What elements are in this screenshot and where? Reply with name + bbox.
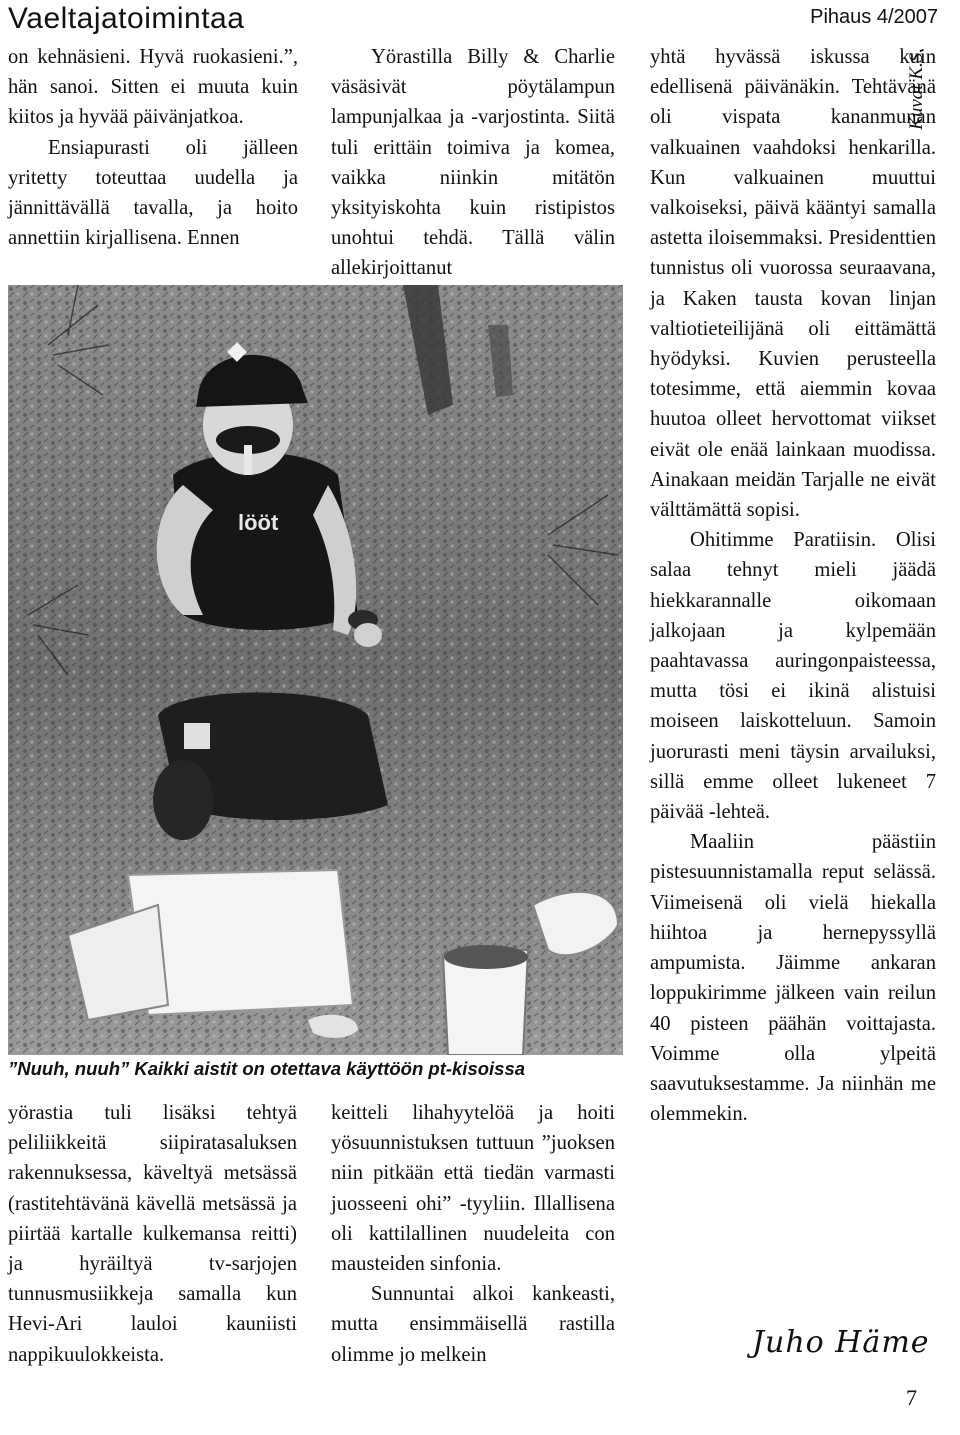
text-column-3 bbox=[650, 42, 936, 1129]
paragraph: on kehnäsieni. Hyvä ruokasieni.”, hän sanoi. Sitten ei muuta kuin kiitos ja hyvää päivänjatkoa. bbox=[8, 46, 298, 129]
paragraph: Sunnuntai alkoi kankeasti, mutta ensimmäisellä rastilla olimme jo melkein bbox=[331, 1283, 615, 1366]
section-title: Vaeltajatoimintaa bbox=[8, 2, 245, 35]
paragraph: yörastia tuli lisäksi tehtyä peliliikkeitä siipiratasaluksen rakennuksessa, käveltyä metsässä (rastitehtävänä kävellä metsässä ja piirtää kartalle kulkemansa reitti) ja hyräiltyä tv-sarjojen tunnusmusiikkeja samalla kun Hevi-Ari lauloi kauniisti nappikuulokkeista. bbox=[8, 1102, 297, 1366]
text-column-4 bbox=[8, 1098, 297, 1370]
text-column-2 bbox=[331, 42, 615, 284]
paragraph: Maaliin päästiin pistesuunnistamalla reput selässä. Viimeisenä oli vielä hiekalla hiihtoa ja hernepyssyllä ampumista. Jäimme ankaran loppukirimme jälkeen vain reilun 40 pisteen päähän voittajasta. Voimme olla ylpeitä saavutuksestamme. Ja niinhän me olemmekin. bbox=[650, 831, 936, 1126]
text-column-5 bbox=[331, 1098, 615, 1370]
photo-credit: Kuvat K.S. bbox=[906, 48, 927, 130]
paragraph: Ohitimme Paratiisin. Olisi salaa tehnyt mieli jäädä hiekkarannalle oikomaan jalkojaan ja kylpemään paahtavassa auringonpaisteessa, mutta tösi ei ikinä alistuisi moiseen laiskotteluun. Samoin juorurasti meni täysin arvailuksi, sillä emme olleet lukeneet 7 päivää -lehteä. bbox=[650, 529, 936, 824]
page-number: 7 bbox=[906, 1385, 917, 1410]
photo-caption: ”Nuuh, nuuh” Kaikki aistit on otettava käyttöön pt-kisoissa bbox=[8, 1058, 526, 1079]
paragraph: Yörastilla Billy & Charlie väsäsivät pöytälampun lampunjalkaa ja -varjostinta. Siitä tuli erittäin toimiva ja komea, vaikka niinkin mitätön yksityiskohta kuin ristipistos unohtui tehdä. Tällä välin allekirjoittanut bbox=[331, 46, 615, 280]
issue-label: Pihaus 4/2007 bbox=[810, 6, 938, 28]
svg-text:lööt: lööt bbox=[238, 510, 279, 535]
photo-scout-smelling-mushroom bbox=[8, 285, 623, 1055]
paragraph: yhtä hyvässä iskussa kuin edellisenä päivänäkin. Tehtävänä oli vispata kananmunan valkuainen vaahdoksi henkarilla. Kun valkuainen muuttui valkoiseksi, päivä kääntyi samalla astetta iloisemmaksi. Presidenttien tunnistus oli vuorossa seuraavana, ja Kaken tausta kovan linjan valtiotieteilijänä oli eittämättä hyödyksi. Kuvien perusteella totesimme, että aiemmin kovaa huutoa olleet hervottomat viikset eivät ole enää lainkaan muodissa. Ainakaan meidän Tarjalle ne eivät välttämättä sopisi. bbox=[650, 46, 936, 522]
author-signature: Juho Häme bbox=[752, 1325, 930, 1360]
paragraph: keitteli lihahyytelöä ja hoiti yösuunnistuksen tuttuun ”juoksen niin pitkään että tiedän varmasti juosseeni ohi” -tyyliin. Illallisena oli kattilallinen nuudeleita con mausteiden sinfonia. bbox=[331, 1102, 615, 1276]
paragraph: Ensiapurasti oli jälleen yritetty toteuttaa uudella ja jännittävällä tavalla, ja hoito annettiin kirjallisena. Ennen bbox=[8, 136, 298, 250]
text-column-1 bbox=[8, 42, 298, 253]
